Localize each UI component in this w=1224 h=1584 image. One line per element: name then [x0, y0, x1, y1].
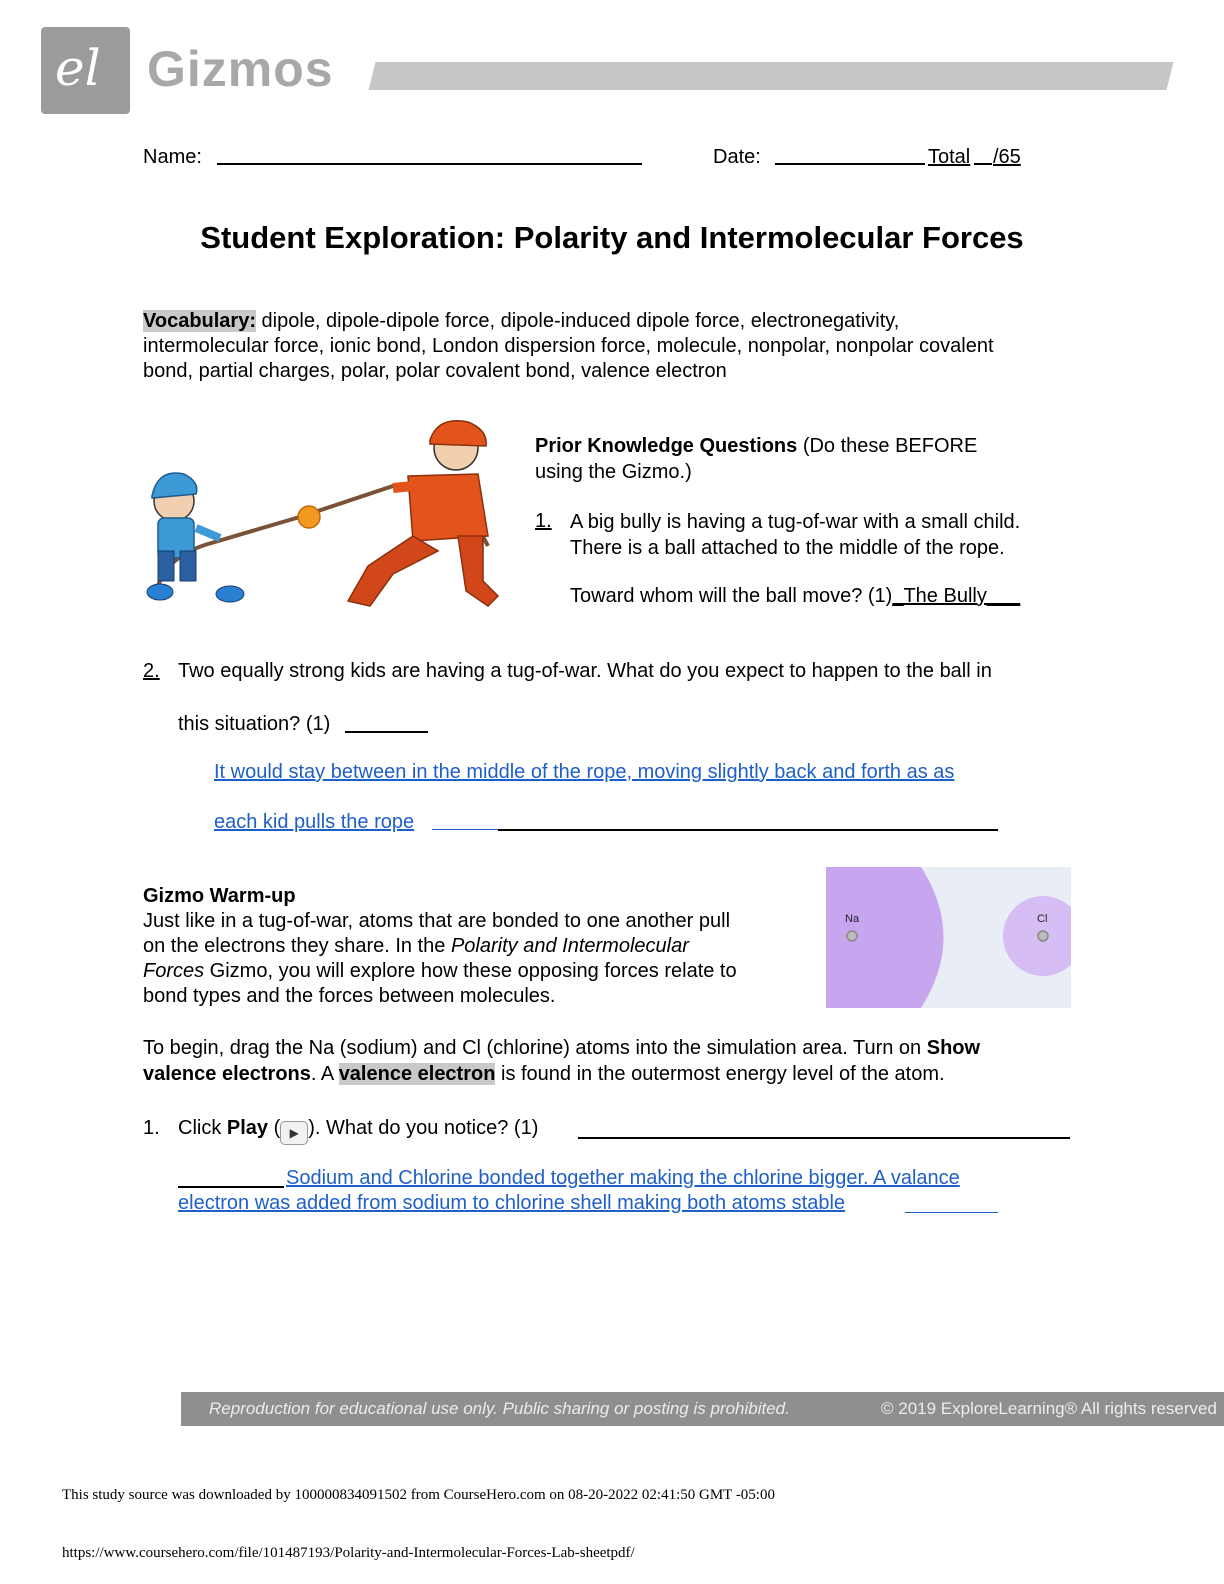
footer-bar — [181, 1392, 1224, 1426]
warmup-q1-play-word: Play — [226, 1117, 269, 1139]
source-url[interactable]: https://www.coursehero.com/file/101487193/Polarity-and-Intermolecular-Forces-Lab-sheetpdf/ — [62, 1545, 635, 1561]
pk-q1-number: 1. — [535, 510, 552, 532]
page-title: Student Exploration: Polarity and Intermolecular Forces — [200, 220, 1024, 255]
cl-nucleus[interactable] — [1038, 931, 1048, 941]
warmup-q1-number: 1. — [143, 1117, 160, 1139]
sodium-atom-shell — [826, 867, 944, 1008]
date-field[interactable] — [775, 163, 925, 165]
warmup-p1-gizmo-name-a: Polarity and Intermolecular — [450, 935, 689, 957]
tug-of-war-illustration — [138, 416, 508, 616]
warmup-q1-question: ). What do you notice? (1) — [308, 1117, 539, 1139]
pk-q1-question: Toward whom will the ball move? (1) — [570, 585, 893, 607]
total-max: /65 — [993, 146, 1021, 168]
vocabulary-line3: bond, partial charges, polar, polar covalent bond, valence electron — [143, 360, 727, 382]
gizmos-logo — [41, 27, 130, 114]
warmup-instructions — [143, 1035, 1073, 1087]
name-field[interactable] — [217, 163, 642, 165]
pk-q1-line1: A big bully is having a tug-of-war with a small child. — [570, 511, 1021, 533]
pk-q2-answer-blank[interactable] — [498, 829, 998, 831]
logo-glyph: el — [55, 39, 101, 97]
ball — [298, 506, 320, 528]
download-source-line: This study source was downloaded by 100000834091502 from CourseHero.com on 08-20-2022 02:41:50 GMT -05:00 — [62, 1487, 775, 1503]
pk-q2-answer-line1[interactable]: It would stay between in the middle of the rope, moving slightly back and forth as as — [214, 761, 955, 783]
prior-heading-note: (Do these BEFORE — [797, 435, 978, 457]
warmup-paragraph — [143, 909, 813, 1009]
footer-copyright: © 2019 ExploreLearning® All rights reserved — [881, 1399, 1217, 1418]
warmup-heading: Gizmo Warm-up — [143, 885, 296, 907]
cl-label: Cl — [1037, 913, 1048, 925]
warmup-q1-blank[interactable] — [578, 1137, 1070, 1139]
footer-notice: Reproduction for educational use only. Public sharing or posting is prohibited. — [209, 1399, 790, 1418]
pk-q1-text — [570, 509, 1090, 561]
pk-q1-ask — [570, 584, 1020, 609]
pk-q2-answer-blue-blank — [432, 829, 498, 830]
header-banner — [369, 62, 1174, 90]
warmup-p2-connector: . A — [310, 1063, 339, 1085]
warmup-show-valence-bold: valence electrons — [143, 1063, 311, 1085]
pk-q1-line2: There is a ball attached to the middle of the rope. — [570, 537, 1005, 559]
total-label: Total — [928, 146, 971, 168]
valence-electron-term: valence electron — [338, 1063, 496, 1085]
pk-q2-line2: this situation? (1) — [178, 713, 331, 735]
warmup-q1-paren: ( — [268, 1117, 281, 1139]
vocabulary-line2: intermolecular force, ionic bond, London dispersion force, molecule, nonpolar, nonpolar covalent — [143, 335, 994, 357]
vocabulary-block — [143, 309, 1103, 384]
total-score-field[interactable] — [974, 163, 992, 165]
warmup-p1-line4: bond types and the forces between molecules. — [143, 985, 556, 1007]
vocabulary-line1: dipole, dipole-dipole force, dipole-induced dipole force, electronegativity, — [256, 310, 900, 332]
prior-heading-bold: Prior Knowledge Questions — [535, 435, 798, 457]
warmup-q1-answer-line2[interactable]: electron was added from sodium to chlorine shell making both atoms stable — [178, 1192, 846, 1214]
prior-heading-note2: using the Gizmo.) — [535, 461, 692, 483]
warmup-p2-line1: To begin, drag the Na (sodium) and Cl (chlorine) atoms into the simulation area. Turn on — [143, 1037, 927, 1059]
gizmo-simulation-snapshot — [826, 867, 1071, 1008]
warmup-p1-line1: Just like in a tug-of-war, atoms that are bonded to one another pull — [143, 910, 731, 932]
name-label: Name: — [143, 146, 202, 168]
na-label: Na — [845, 913, 860, 925]
warmup-show-bold: Show — [926, 1037, 981, 1059]
pk-q2-number: 2. — [143, 660, 160, 682]
play-icon[interactable]: ▶ — [280, 1121, 308, 1145]
warmup-q1-answer-blank — [905, 1212, 998, 1213]
pk-q2-answer-line2[interactable]: each kid pulls the rope — [214, 811, 415, 833]
warmup-p1-gizmo-name-b: Forces — [143, 960, 205, 982]
pk-q2-blank[interactable] — [345, 731, 428, 733]
warmup-p1-line2a: on the electrons they share. In the — [143, 935, 451, 957]
date-label: Date: — [713, 146, 761, 168]
warmup-q1-text — [178, 1116, 538, 1145]
pk-q1-answer[interactable]: _The Bully___ — [892, 585, 1021, 607]
pk-q2-line1: Two equally strong kids are having a tug-of-war. What do you expect to happen to the ball in — [178, 660, 992, 682]
na-nucleus[interactable] — [847, 931, 857, 941]
warmup-q1-answer-line1[interactable]: Sodium and Chlorine bonded together making the chlorine bigger. A valance — [286, 1167, 960, 1189]
warmup-p2-line2: is found in the outermost energy level of the atom. — [495, 1063, 945, 1085]
vocabulary-label: Vocabulary: — [143, 310, 256, 332]
warmup-q1-answer-lead-blank — [178, 1186, 284, 1188]
warmup-p1-line3: Gizmo, you will explore how these opposing forces relate to — [204, 960, 737, 982]
brand-title: Gizmos — [147, 41, 334, 97]
prior-knowledge-heading — [535, 433, 1095, 485]
warmup-q1-click: Click — [178, 1117, 227, 1139]
bully-figure — [348, 421, 498, 606]
